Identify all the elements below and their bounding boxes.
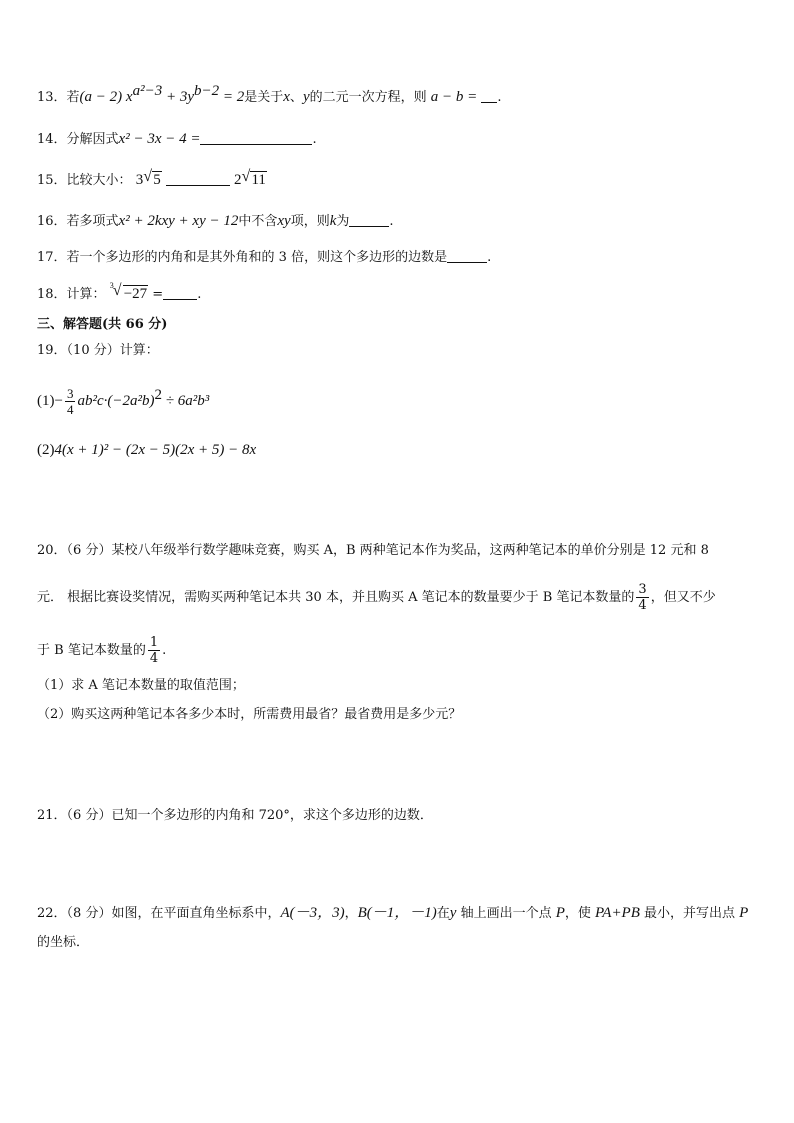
q19-p1-square: 2 [154,387,162,403]
q15-prefix: 15．比较大小： [37,173,132,188]
question-21: 21．（6 分）已知一个多边形的内角和 720°，求这个多边形的边数． [37,808,433,823]
q13-eq-part3: = 2 [219,89,245,105]
answer-blank [166,172,230,186]
q15-left-coef: 3 [135,172,144,188]
question-20-line-1: 20．（6 分）某校八年级举行数学趣味竞赛，购买 A，B 两种笔记本作为奖品，这两种笔记本的单价分别是 12 元和 8 [37,543,709,558]
q18-radicand: −27 [123,286,148,302]
q18-end: . [197,287,202,302]
radical-sign: √ [143,168,152,185]
q16-prefix: 16．若多项式 [37,214,119,229]
question-13 [37,83,502,108]
q15-right-sqrt [241,170,266,190]
q14-expr: x² − 3x − 4 = [118,131,201,147]
q20-fraction-3-4 [636,582,648,613]
question-20-line-2 [37,582,716,613]
radical-sign: √ [241,168,251,185]
q22-mid: 在 [436,906,450,921]
q19-p1-fraction [65,386,76,417]
fraction-numerator: 1 [149,635,159,650]
q13-suffix: 的二元一次方程，则 [309,90,427,105]
question-20-sub-1: （1）求 A 笔记本数量的取值范围； [37,678,245,693]
q22-sep: ， [344,906,358,921]
q13-exp1: a²−3 [132,83,163,99]
q19-p1-minus: − [54,393,63,409]
question-17 [37,248,491,268]
q15-left-rad: 5 [153,172,161,188]
q22-p2: P [739,905,749,921]
q16-mid: 中不含 [238,214,278,229]
q13-ask: a − b = [430,89,478,105]
question-14 [37,129,317,150]
question-19-part-2 [37,440,256,461]
q22-prefix: 22．（8 分）如图，在平面直角坐标系中， [37,906,281,921]
q13-exp2: b−2 [193,83,220,99]
q20-line3-a: 于 B 笔记本数量的 [37,643,146,658]
q13-var-y: y [302,89,310,105]
q13-var-x: x [283,89,290,105]
q16-term: xy [277,213,291,229]
q13-end: . [497,90,502,105]
q20-line2-a: 元． 根据比赛设奖情况，需购买两种笔记本共 30 本，并且购买 A 笔记本的数量要少于 B 笔记本数量的 [37,590,635,605]
q14-prefix: 14．分解因式 [37,132,119,147]
q15-right-rad: 11 [251,172,266,188]
q20-fraction-1-4 [148,635,160,666]
answer-blank [349,213,389,227]
q13-mid: 是关于 [244,90,284,105]
answer-blank [481,89,497,103]
q19-p1-expr-b: (−2a²b) [107,393,155,409]
fraction-numerator: 3 [66,386,74,401]
answer-blank [163,286,197,300]
q17-text: 17．若一个多边形的内角和是其外角和的 3 倍，则这个多边形的边数是 [37,250,448,265]
question-18 [37,281,202,305]
section-heading: 三、解答题(共 66 分) [37,317,168,332]
q19-p1-expr-c: ÷ 6a²b³ [161,393,210,409]
q16-mid2: 项，则 [290,214,330,229]
q13-eq-part2: + 3y [162,89,194,105]
fraction-denominator: 4 [66,402,74,417]
question-16 [37,211,394,232]
q19-p2-label: (2) [37,442,55,458]
q18-cube-root: 3 √ −27 [109,281,148,302]
question-19-part-1 [37,386,209,417]
question-15 [37,170,267,191]
q15-right-coef: 2 [233,172,242,188]
q22-p1: P [555,905,565,921]
q20-line2-b: ，但又不少 [650,590,716,605]
q22-axis: y [449,905,457,921]
answer-blank [200,131,312,145]
q18-eq: = [148,287,164,302]
q16-end: . [389,214,394,229]
fraction-numerator: 3 [638,582,647,597]
q16-expr: x² + 2kxy + xy − 12 [118,213,239,229]
q20-line3-b: . [162,643,167,658]
question-20-line-3 [37,635,166,666]
q13-eq-part1: (a − 2) x [79,89,133,105]
q22-mid2: 轴上画出一个点 [456,906,556,921]
q16-var-k: k [329,213,337,229]
q22-mid3: ，使 [564,906,596,921]
question-19-intro: 19．（10 分）计算： [37,343,159,358]
fraction-denominator: 4 [638,598,647,613]
q22-point-a: A(－3，3) [280,905,345,921]
q22-mid4: 最小，并写出点 [639,906,740,921]
fraction-denominator: 4 [149,651,159,666]
q13-sep: 、 [289,90,303,105]
question-22-line-1 [37,903,748,924]
q19-p1-label: (1) [37,393,55,409]
answer-blank [447,249,487,263]
radical-sign: √ [112,282,122,299]
q16-mid3: 为 [336,214,350,229]
q15-left-sqrt [143,170,162,190]
q14-end: . [312,132,317,147]
q17-end: . [487,250,492,265]
q22-point-b: B(－1，－1) [357,905,437,921]
q13-prefix: 13．若 [37,90,80,105]
q19-p2-expr: 4(x + 1)² − (2x − 5)(2x + 5) − 8x [54,442,257,458]
q19-p1-expr-a: ab²c· [77,393,108,409]
q22-sum: PA+PB [595,905,640,921]
question-20-sub-2: （2）购买这两种笔记本各多少本时，所需费用最省？最省费用是多少元？ [37,707,462,722]
question-22-line-2: 的坐标． [37,935,90,950]
q18-prefix: 18．计算： [37,287,106,302]
